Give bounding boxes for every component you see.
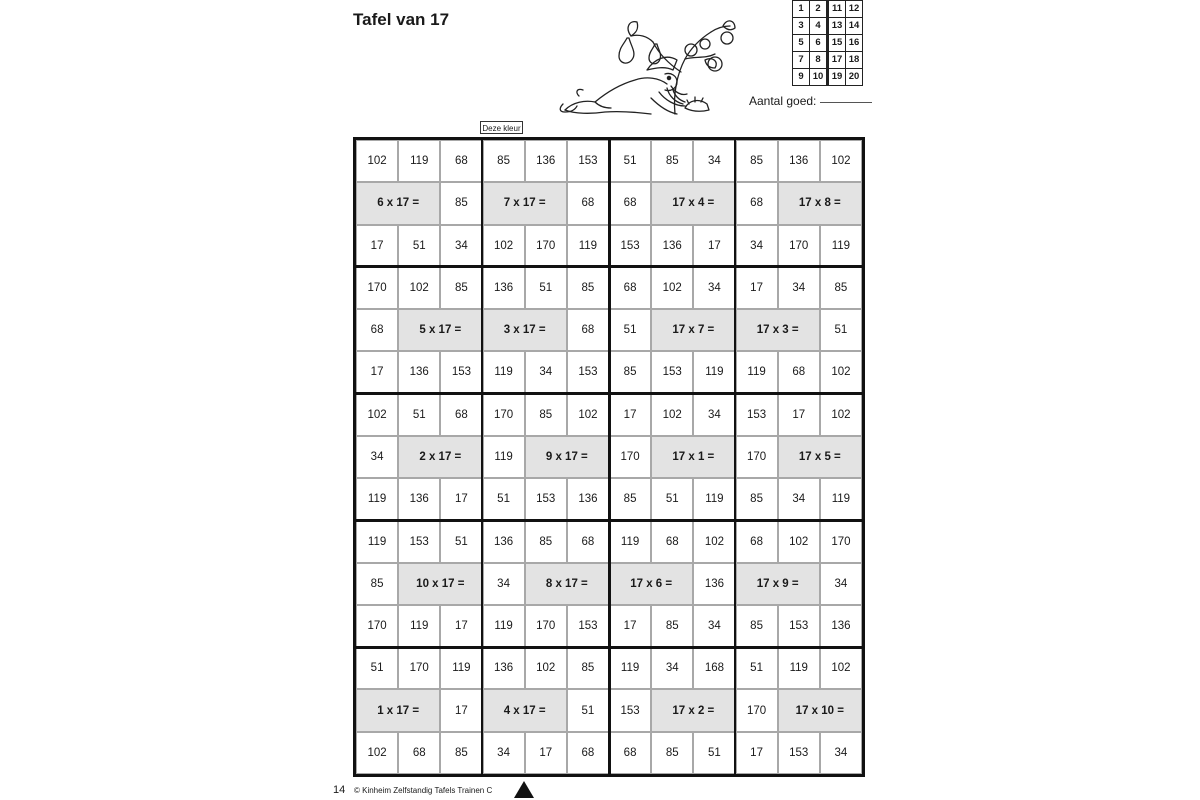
answer-cell[interactable]: 102 [356, 394, 398, 436]
score-blank[interactable] [820, 102, 872, 103]
answer-cell[interactable]: 85 [440, 182, 482, 224]
answer-cell[interactable]: 85 [440, 732, 482, 774]
answer-cell[interactable]: 51 [609, 140, 651, 182]
reference-cell: 2 [810, 1, 828, 18]
question-cell: 8 x 17 = [525, 563, 609, 605]
answer-cell[interactable]: 153 [609, 225, 651, 267]
answer-cell[interactable]: 102 [778, 520, 820, 562]
answer-cell[interactable]: 34 [483, 732, 525, 774]
answer-cell[interactable]: 153 [778, 732, 820, 774]
color-swatch-box[interactable]: Deze kleur [480, 121, 523, 134]
answer-cell[interactable]: 119 [820, 225, 862, 267]
reference-cell: 17 [828, 52, 846, 69]
triangle-marker-icon [514, 781, 534, 798]
answer-cell[interactable]: 17 [736, 732, 778, 774]
answer-cell[interactable]: 68 [736, 520, 778, 562]
answer-cell[interactable]: 85 [736, 478, 778, 520]
reference-cell: 10 [810, 69, 828, 86]
answer-cell[interactable]: 68 [609, 267, 651, 309]
answer-cell[interactable]: 136 [778, 140, 820, 182]
answer-cell[interactable]: 51 [398, 394, 440, 436]
reference-cell: 8 [810, 52, 828, 69]
answer-cell[interactable]: 85 [820, 267, 862, 309]
answer-cell[interactable]: 102 [651, 394, 693, 436]
answer-cell[interactable]: 85 [525, 520, 567, 562]
question-cell: 7 x 17 = [483, 182, 567, 224]
question-cell: 1 x 17 = [356, 689, 440, 731]
answer-cell[interactable]: 85 [736, 140, 778, 182]
question-cell: 3 x 17 = [483, 309, 567, 351]
answer-cell[interactable]: 136 [651, 225, 693, 267]
answer-cell[interactable]: 51 [356, 647, 398, 689]
question-cell: 10 x 17 = [398, 563, 482, 605]
reference-cell: 20 [846, 69, 863, 86]
block-divider-vertical [481, 140, 483, 774]
answer-cell[interactable]: 17 [440, 478, 482, 520]
answer-cell[interactable]: 102 [820, 647, 862, 689]
answer-cell[interactable]: 136 [483, 520, 525, 562]
answer-cell[interactable]: 17 [693, 225, 735, 267]
question-cell: 17 x 8 = [778, 182, 862, 224]
answer-cell[interactable]: 34 [440, 225, 482, 267]
answer-cell[interactable]: 153 [609, 689, 651, 731]
answer-cell[interactable]: 68 [609, 732, 651, 774]
answer-cell[interactable]: 170 [609, 436, 651, 478]
question-cell: 4 x 17 = [483, 689, 567, 731]
answer-cell[interactable]: 170 [356, 605, 398, 647]
answer-cell[interactable]: 85 [651, 732, 693, 774]
answer-cell[interactable]: 119 [609, 647, 651, 689]
answer-cell[interactable]: 34 [820, 563, 862, 605]
answer-cell[interactable]: 68 [651, 520, 693, 562]
reference-cell: 14 [846, 18, 863, 35]
reference-grid [792, 0, 863, 86]
reference-cell: 11 [828, 1, 846, 18]
answer-cell[interactable]: 17 [736, 267, 778, 309]
answer-cell[interactable]: 136 [693, 563, 735, 605]
question-cell: 9 x 17 = [525, 436, 609, 478]
answer-cell[interactable]: 136 [567, 478, 609, 520]
answer-cell[interactable]: 119 [398, 140, 440, 182]
answer-cell[interactable]: 68 [567, 182, 609, 224]
reference-cell: 15 [828, 35, 846, 52]
answer-cell[interactable]: 51 [440, 520, 482, 562]
answer-cell[interactable]: 51 [567, 689, 609, 731]
reference-cell: 9 [793, 69, 810, 86]
answer-cell[interactable]: 17 [778, 394, 820, 436]
gnome-illustration [555, 14, 745, 122]
answer-cell[interactable]: 34 [820, 732, 862, 774]
answer-cell[interactable]: 34 [483, 563, 525, 605]
answer-cell[interactable]: 17 [356, 225, 398, 267]
answer-cell[interactable]: 34 [736, 225, 778, 267]
answer-cell[interactable]: 102 [356, 732, 398, 774]
answer-cell[interactable]: 68 [567, 732, 609, 774]
answer-cell[interactable]: 85 [567, 267, 609, 309]
answer-cell[interactable]: 102 [820, 394, 862, 436]
answer-cell[interactable]: 85 [525, 394, 567, 436]
answer-cell[interactable]: 51 [525, 267, 567, 309]
answer-cell[interactable]: 153 [736, 394, 778, 436]
answer-cell[interactable]: 153 [567, 351, 609, 393]
reference-cell: 16 [846, 35, 863, 52]
answer-cell[interactable]: 68 [440, 394, 482, 436]
exercise-grid [353, 137, 865, 777]
question-cell: 5 x 17 = [398, 309, 482, 351]
answer-cell[interactable]: 34 [356, 436, 398, 478]
reference-cell: 19 [828, 69, 846, 86]
reference-row [793, 18, 863, 35]
answer-cell[interactable]: 34 [693, 605, 735, 647]
answer-cell[interactable]: 119 [483, 351, 525, 393]
answer-cell[interactable]: 136 [398, 478, 440, 520]
answer-cell[interactable]: 136 [525, 140, 567, 182]
answer-cell[interactable]: 85 [567, 647, 609, 689]
answer-cell[interactable]: 119 [356, 478, 398, 520]
answer-cell[interactable]: 85 [356, 563, 398, 605]
answer-cell[interactable]: 85 [736, 605, 778, 647]
answer-cell[interactable]: 119 [567, 225, 609, 267]
answer-cell[interactable]: 85 [483, 140, 525, 182]
answer-cell[interactable]: 170 [736, 436, 778, 478]
reference-row [793, 52, 863, 69]
reference-cell: 12 [846, 1, 863, 18]
answer-cell[interactable]: 119 [398, 605, 440, 647]
answer-cell[interactable]: 51 [609, 309, 651, 351]
reference-row [793, 35, 863, 52]
question-cell: 17 x 1 = [651, 436, 735, 478]
answer-cell[interactable]: 102 [483, 225, 525, 267]
answer-cell[interactable]: 153 [398, 520, 440, 562]
answer-cell[interactable]: 34 [778, 267, 820, 309]
answer-cell[interactable]: 170 [820, 520, 862, 562]
score-label: Aantal goed: [749, 94, 817, 108]
answer-cell[interactable]: 68 [398, 732, 440, 774]
answer-cell[interactable]: 119 [693, 351, 735, 393]
answer-cell[interactable]: 119 [356, 520, 398, 562]
answer-cell[interactable]: 153 [567, 140, 609, 182]
answer-cell[interactable]: 34 [693, 140, 735, 182]
answer-cell[interactable]: 170 [525, 605, 567, 647]
question-cell: 2 x 17 = [398, 436, 482, 478]
answer-cell[interactable]: 136 [483, 647, 525, 689]
question-cell: 17 x 10 = [778, 689, 862, 731]
answer-cell[interactable]: 153 [440, 351, 482, 393]
reference-cell: 1 [793, 1, 810, 18]
answer-cell[interactable]: 34 [693, 394, 735, 436]
question-cell: 17 x 5 = [778, 436, 862, 478]
answer-cell[interactable]: 85 [651, 140, 693, 182]
answer-cell[interactable]: 102 [398, 267, 440, 309]
answer-cell[interactable]: 17 [609, 605, 651, 647]
answer-cell[interactable]: 17 [440, 689, 482, 731]
answer-cell[interactable]: 34 [693, 267, 735, 309]
question-cell: 17 x 6 = [609, 563, 693, 605]
answer-cell[interactable]: 170 [398, 647, 440, 689]
answer-cell[interactable]: 119 [440, 647, 482, 689]
answer-cell[interactable]: 34 [651, 647, 693, 689]
reference-row [793, 1, 863, 18]
answer-cell[interactable]: 51 [483, 478, 525, 520]
question-cell: 17 x 2 = [651, 689, 735, 731]
reference-cell: 5 [793, 35, 810, 52]
block-divider-horizontal [356, 265, 862, 268]
answer-cell[interactable]: 153 [525, 478, 567, 520]
answer-cell[interactable]: 102 [820, 140, 862, 182]
block-divider-horizontal [356, 519, 862, 522]
question-cell: 17 x 9 = [736, 563, 820, 605]
block-divider-horizontal [356, 392, 862, 395]
answer-cell[interactable]: 68 [778, 351, 820, 393]
answer-cell[interactable]: 153 [567, 605, 609, 647]
reference-cell: 18 [846, 52, 863, 69]
answer-cell[interactable]: 68 [356, 309, 398, 351]
answer-cell[interactable]: 51 [398, 225, 440, 267]
reference-cell: 7 [793, 52, 810, 69]
answer-cell[interactable]: 102 [651, 267, 693, 309]
answer-cell[interactable]: 119 [483, 436, 525, 478]
reference-row [793, 69, 863, 86]
answer-cell[interactable]: 68 [609, 182, 651, 224]
answer-cell[interactable]: 17 [356, 351, 398, 393]
answer-cell[interactable]: 68 [440, 140, 482, 182]
answer-cell[interactable]: 153 [651, 351, 693, 393]
question-cell: 17 x 3 = [736, 309, 820, 351]
answer-cell[interactable]: 51 [820, 309, 862, 351]
answer-cell[interactable]: 17 [525, 732, 567, 774]
answer-cell[interactable]: 51 [651, 478, 693, 520]
answer-cell[interactable]: 51 [693, 732, 735, 774]
question-cell: 6 x 17 = [356, 182, 440, 224]
page-title: Tafel van 17 [353, 10, 450, 29]
answer-cell[interactable]: 68 [567, 309, 609, 351]
question-cell: 17 x 7 = [651, 309, 735, 351]
answer-cell[interactable]: 170 [778, 225, 820, 267]
answer-cell[interactable]: 102 [567, 394, 609, 436]
answer-cell[interactable]: 170 [525, 225, 567, 267]
answer-cell[interactable]: 17 [440, 605, 482, 647]
block-divider-vertical [734, 140, 736, 774]
answer-cell[interactable]: 85 [609, 351, 651, 393]
answer-cell[interactable]: 85 [440, 267, 482, 309]
answer-cell[interactable]: 34 [778, 478, 820, 520]
answer-cell[interactable]: 102 [525, 647, 567, 689]
question-cell: 17 x 4 = [651, 182, 735, 224]
answer-cell[interactable]: 170 [356, 267, 398, 309]
answer-cell[interactable]: 170 [483, 394, 525, 436]
answer-cell[interactable]: 136 [820, 605, 862, 647]
answer-cell[interactable]: 119 [483, 605, 525, 647]
answer-cell[interactable]: 68 [736, 182, 778, 224]
answer-cell[interactable]: 51 [736, 647, 778, 689]
answer-cell[interactable]: 119 [778, 647, 820, 689]
copyright-text: © Kinheim Zelfstandig Tafels Trainen C [354, 786, 493, 795]
answer-cell[interactable]: 119 [693, 478, 735, 520]
answer-cell[interactable]: 119 [609, 520, 651, 562]
answer-cell[interactable]: 102 [820, 351, 862, 393]
answer-cell[interactable]: 102 [356, 140, 398, 182]
answer-cell[interactable]: 17 [609, 394, 651, 436]
reference-cell: 6 [810, 35, 828, 52]
reference-cell: 13 [828, 18, 846, 35]
answer-cell[interactable]: 68 [567, 520, 609, 562]
answer-cell[interactable]: 85 [609, 478, 651, 520]
answer-cell[interactable]: 136 [483, 267, 525, 309]
reference-cell: 4 [810, 18, 828, 35]
block-divider-vertical [608, 140, 611, 774]
answer-cell[interactable]: 102 [693, 520, 735, 562]
page-number: 14 [333, 784, 346, 796]
answer-cell[interactable]: 170 [736, 689, 778, 731]
answer-cell[interactable]: 168 [693, 647, 735, 689]
answer-cell[interactable]: 119 [736, 351, 778, 393]
answer-cell[interactable]: 136 [398, 351, 440, 393]
block-divider-horizontal [356, 646, 862, 649]
answer-cell[interactable]: 119 [820, 478, 862, 520]
answer-cell[interactable]: 85 [651, 605, 693, 647]
answer-cell[interactable]: 153 [778, 605, 820, 647]
reference-cell: 3 [793, 18, 810, 35]
score-field [749, 94, 872, 108]
answer-cell[interactable]: 34 [525, 351, 567, 393]
